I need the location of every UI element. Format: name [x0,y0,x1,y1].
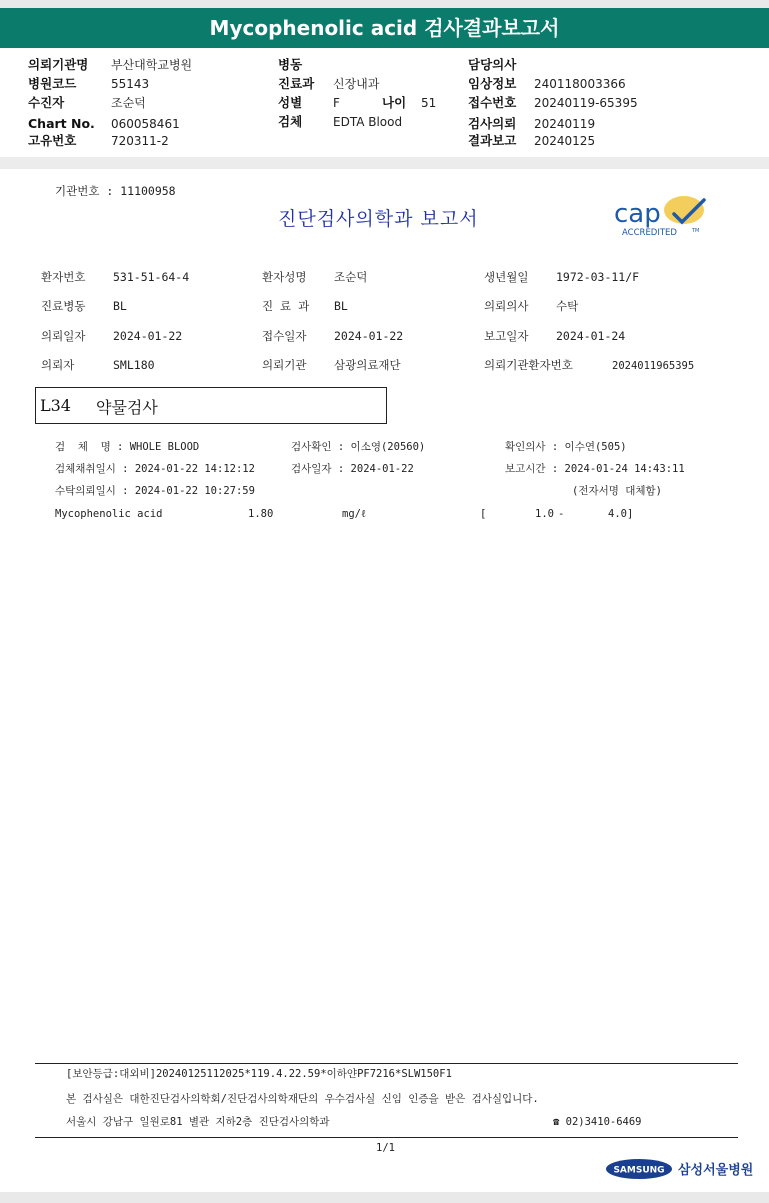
test-confirm-value: 이소영(20560) [350,441,426,453]
collect-time-value: 2024-01-22 14:12:12 [134,463,255,475]
req-org-patient-no-label: 의뢰기관환자번호 [484,358,573,372]
page-number: 1/1 [376,1142,395,1154]
result-report-label: 결과보고 [468,133,517,148]
address-line: 서울시 강남구 일원로81 별관 지하2층 진단검사의학과 [66,1116,330,1128]
receipt-date-label: 접수일자 [262,329,307,343]
footer-top-rule [35,1063,738,1064]
dept-value-2: BL [334,299,348,313]
requester-value: SML180 [113,358,155,372]
test-request-value: 20240119 [534,117,596,131]
hospital-code-value: 55143 [111,77,150,91]
report-title-banner: Mycophenolic acid 검사결과보고서 [0,8,769,48]
req-org-value: 삼광의료재단 [334,358,401,372]
result-value: 1.80 [248,508,274,520]
svg-text:SAMSUNG: SAMSUNG [613,1165,665,1176]
hospital-code-label: 병원코드 [28,76,77,91]
receipt-no-label: 접수번호 [468,95,517,110]
specimen-name-row: 검 체 명 : WHOLE BLOOD [55,441,200,453]
chart-no-label: Chart No. [28,116,95,131]
bottom-gray-strip [0,1192,769,1203]
ward-label-2: 진료병동 [41,299,86,313]
ref-range-open: [ [480,508,487,520]
physician-label: 의뢰의사 [484,299,529,313]
requesting-org-value: 부산대학교병원 [111,58,193,72]
clinical-info-value: 240118003366 [534,77,626,91]
test-confirm-row: 검사확인 : 이소영(20560) [291,441,426,453]
unique-no-label: 고유번호 [28,133,77,148]
patient-no-label: 환자번호 [41,270,86,284]
req-org-label: 의뢰기관 [262,358,307,372]
top-gray-strip [0,0,769,8]
result-unit: mg/ℓ [342,508,366,520]
birth-value: 1972-03-11/F [556,270,640,284]
specimen-name-value: WHOLE BLOOD [129,441,200,453]
result-report-value: 20240125 [534,134,596,148]
ref-range-high: 4.0] [608,508,634,520]
collect-time-row: 검체채취일시 : 2024-01-22 14:12:12 [55,463,255,475]
patient-name-value: 조순덕 [334,270,368,284]
ref-range-low: 1.0 [535,508,554,520]
request-time-row: 수탁의뢰일시 : 2024-01-22 10:27:59 [55,485,255,497]
section-header-box [35,387,387,424]
specimen-label: 검체 [278,114,303,129]
lab-report-title: 진단검사의학과 보고서 [278,208,479,230]
patient-no-value: 531-51-64-4 [113,270,190,284]
doctor-label: 담당의사 [468,57,517,72]
signature-note: (전자서명 대체함) [572,485,662,497]
test-request-label: 검사의뢰 [468,116,517,131]
test-date-row: 검사일자 : 2024-01-22 [291,463,414,475]
institution-no-label: 기관번호 : 11100958 [55,184,176,198]
cap-accredited-logo [612,192,712,240]
security-line: [보안등급:대외비]20240125112025*119.4.22.59*이하얀PF7216*SLW150F1 [66,1068,452,1080]
birth-label: 생년월일 [484,270,529,284]
chart-no-value: 060058461 [111,117,180,131]
dept-value: 신장내과 [333,77,380,91]
section-code: L34 [40,396,71,415]
ward-label: 병동 [278,57,303,72]
unique-no-value: 720311-2 [111,134,169,148]
certification-line: 본 검사실은 대한진단검사의학회/진단검사의학재단의 우수검사실 신임 인증을 받은 검사실입니다. [66,1093,539,1105]
clinical-info-label: 임상정보 [468,76,517,91]
report-date-value: 2024-01-24 [556,329,626,343]
hospital-name: 삼성서울병원 [678,1163,754,1178]
report-date-label: 보고일자 [484,329,529,343]
requesting-org-label: 의뢰기관명 [28,57,89,72]
sex-value: F [333,96,340,110]
requester-label: 의뢰자 [41,358,75,372]
specimen-value: EDTA Blood [333,115,403,129]
test-date-value: 2024-01-22 [350,463,414,475]
confirm-doctor-value: 이수연(505) [564,441,627,453]
req-org-patient-no-value: 2024011965395 [612,360,695,372]
request-date-value: 2024-01-22 [113,329,183,343]
svg-text:cap: cap [614,199,661,229]
svg-text:TM: TM [692,228,700,234]
confirm-doctor-row: 확인의사 : 이수연(505) [505,441,627,453]
ref-range-dash: - [558,508,565,520]
receipt-date-value: 2024-01-22 [334,329,404,343]
ward-value-2: BL [113,299,127,313]
patient-name-label: 환자성명 [262,270,307,284]
patient-label: 수진자 [28,95,65,110]
phone-line: ☎ 02)3410-6469 [553,1116,642,1128]
receipt-no-value: 20240119-65395 [534,96,638,110]
result-test-name: Mycophenolic acid [55,508,163,520]
report-time-row: 보고시간 : 2024-01-24 14:43:11 [505,463,685,475]
institution-no-value: 11100958 [120,184,176,198]
section-name: 약물검사 [96,398,158,417]
report-time-value: 2024-01-24 14:43:11 [564,463,685,475]
age-label: 나이 [382,95,407,110]
samsung-logo [605,1158,673,1180]
request-date-label: 의뢰일자 [41,329,86,343]
section-separator [0,157,769,169]
dept-label-2: 진 료 과 [262,299,310,313]
sex-label: 성별 [278,95,303,110]
patient-value: 조순덕 [111,96,146,110]
request-time-value: 2024-01-22 10:27:59 [134,485,255,497]
svg-text:ACCREDITED: ACCREDITED [622,228,677,238]
dept-label: 진료과 [278,76,315,91]
physician-value: 수탁 [556,299,579,313]
age-value: 51 [421,96,437,110]
footer-bottom-rule [35,1137,738,1138]
